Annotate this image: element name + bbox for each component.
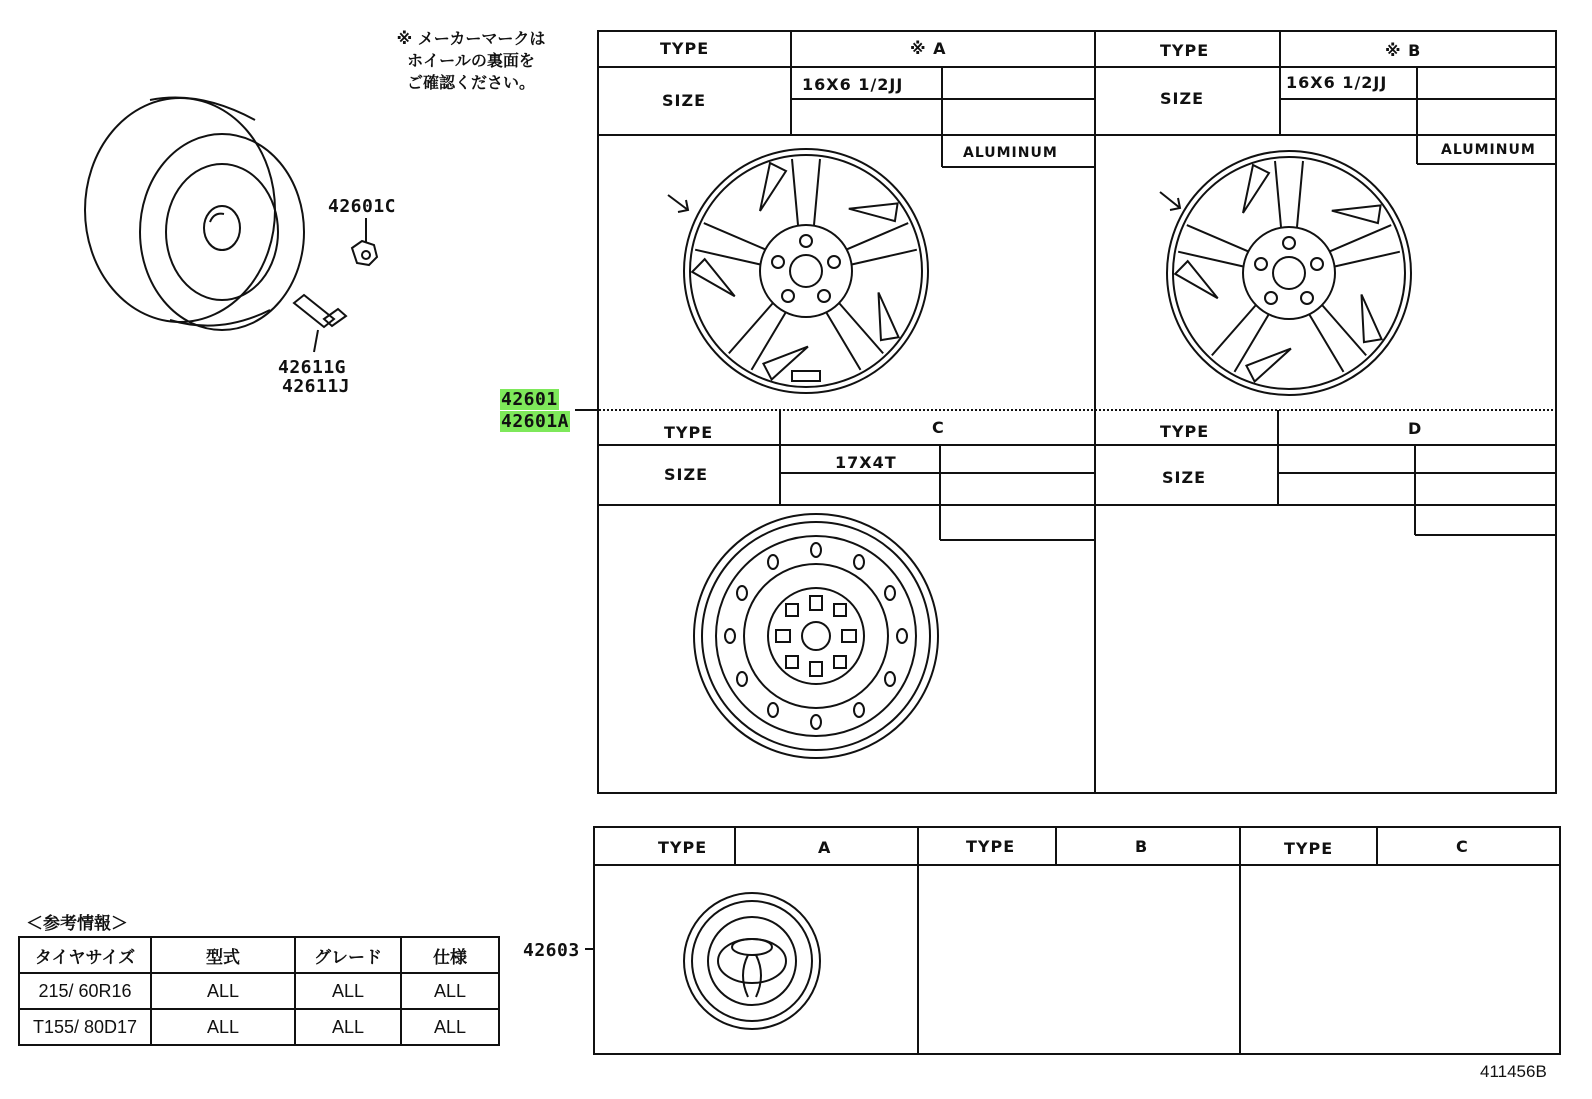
type-value-b: ※ B [1385, 41, 1422, 60]
size-value-c: 17X4T [835, 453, 897, 472]
size-value-a: 16X6 1/2JJ [802, 75, 904, 94]
cap-type-label-a: TYPE [658, 838, 708, 857]
reference-cell: ALL [151, 973, 295, 1009]
cap-type-label-c: TYPE [1284, 839, 1334, 858]
alloy-wheel-a [684, 149, 928, 393]
cap-type-value-c: C [1456, 837, 1469, 856]
reference-cell: T155/ 80D17 [19, 1009, 151, 1045]
size-label-d: SIZE [1162, 468, 1207, 487]
reference-header-row [19, 937, 499, 973]
table-row [19, 973, 499, 1009]
maker-mark-arrow-b [1160, 192, 1180, 210]
type-label-a: TYPE [660, 39, 710, 58]
cap-type-value-b: B [1135, 837, 1149, 856]
material-b: ALUMINUM [1441, 142, 1536, 158]
table-row [19, 1009, 499, 1045]
reference-cell: ALL [401, 1009, 499, 1045]
part-number-wheel-2-text: 42601A [501, 411, 570, 432]
figure-id: 411456B [1480, 1062, 1547, 1081]
reference-header-grade: グレード [295, 937, 401, 973]
size-label-b: SIZE [1160, 89, 1205, 108]
part-number-wheel-1-text: 42601 [501, 389, 558, 410]
steel-wheel-c [694, 514, 938, 758]
maker-mark-note [376, 28, 566, 94]
hub-nut-part [352, 218, 377, 265]
size-label-c: SIZE [664, 465, 709, 484]
reference-header-model: 型式 [151, 937, 295, 973]
note-line-1: ※ メーカーマークは [396, 29, 546, 48]
part-number-valve-1[interactable]: 42611G [278, 357, 347, 378]
part-number-wheel-2[interactable] [500, 411, 570, 432]
note-line-2: ホイールの裏面を [407, 51, 535, 70]
reference-header-spec: 仕様 [401, 937, 499, 973]
type-label-d: TYPE [1160, 422, 1210, 441]
valve-stem-part [294, 295, 346, 352]
reference-cell: ALL [401, 973, 499, 1009]
part-number-cap[interactable]: 42603 [523, 940, 580, 961]
size-value-b: 16X6 1/2JJ [1286, 73, 1388, 92]
reference-table [18, 936, 500, 1046]
type-label-b: TYPE [1160, 41, 1210, 60]
center-cap-a [684, 893, 820, 1029]
reference-cell: 215/ 60R16 [19, 973, 151, 1009]
cap-type-value-a: A [818, 838, 832, 857]
tire-illustration [85, 98, 304, 331]
part-number-valve-2[interactable]: 42611J [282, 376, 351, 397]
reference-cell: ALL [295, 973, 401, 1009]
cap-type-label-b: TYPE [966, 837, 1016, 856]
reference-header-tire-size: タイヤサイズ [19, 937, 151, 973]
alloy-wheel-b [1167, 151, 1411, 395]
reference-title: ＜参考情報＞ [26, 914, 128, 934]
maker-mark-arrow-a [668, 195, 688, 212]
upper-table-grid [575, 31, 1556, 793]
type-value-c: C [932, 418, 945, 437]
type-value-d: D [1408, 419, 1423, 438]
type-value-a: ※ A [910, 39, 947, 58]
reference-cell: ALL [151, 1009, 295, 1045]
size-label-a: SIZE [662, 91, 707, 110]
note-line-3: ご確認ください。 [406, 73, 535, 92]
material-a: ALUMINUM [963, 145, 1058, 161]
part-number-wheel-1[interactable] [500, 389, 559, 410]
type-label-c: TYPE [664, 423, 714, 442]
part-number-nut[interactable]: 42601C [328, 196, 397, 217]
reference-cell: ALL [295, 1009, 401, 1045]
